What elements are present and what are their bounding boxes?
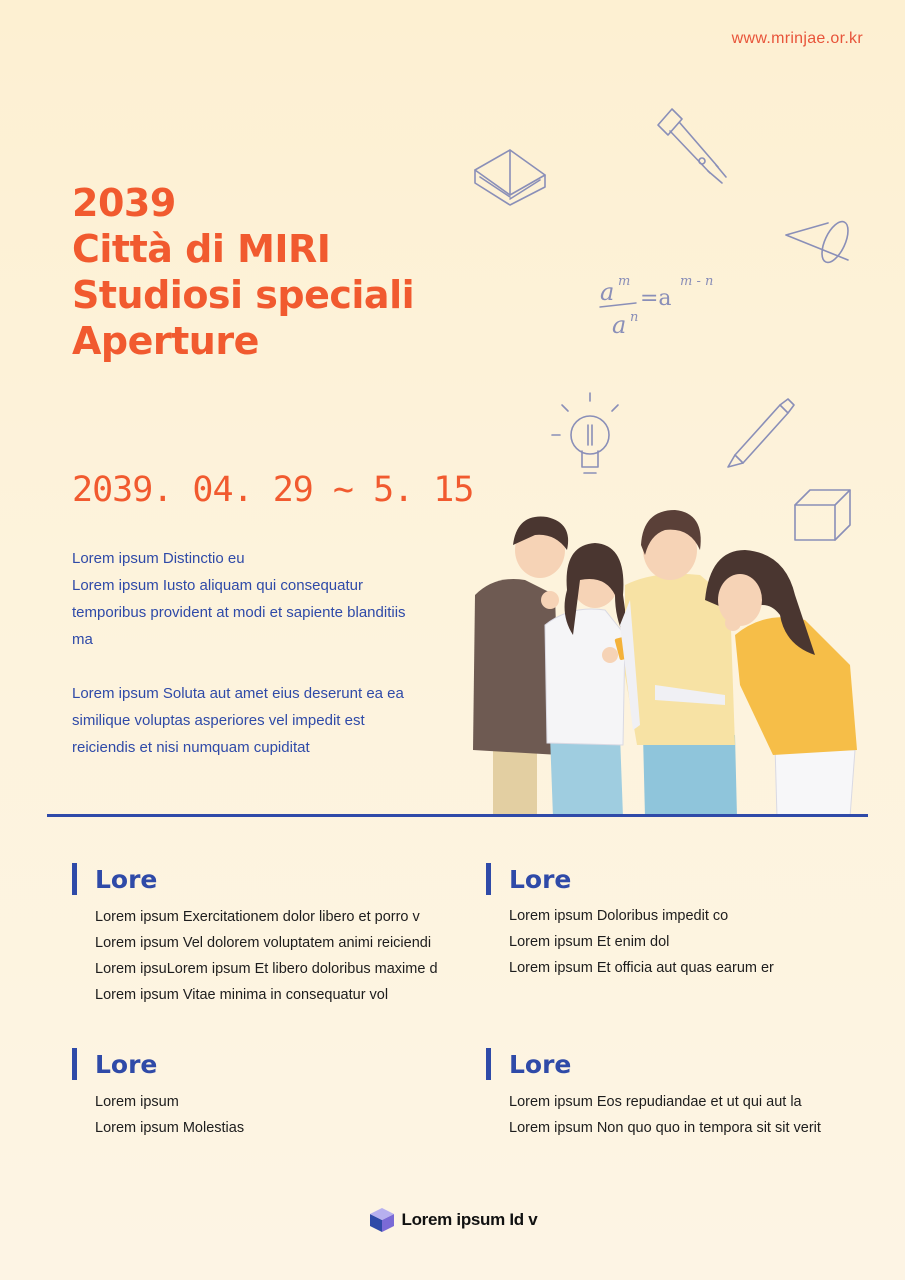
intro-line: ma	[72, 631, 93, 648]
book-icon	[475, 150, 545, 205]
info-section-3	[72, 1047, 244, 1141]
section-line: Lorem ipsuLorem ipsum Et libero doloribus maxime d	[95, 961, 438, 977]
intro-line: Lorem ipsum Soluta aut amet eius deserunt ea ea	[72, 685, 404, 702]
intro-paragraph-1	[72, 545, 452, 653]
info-section-1	[72, 862, 438, 1008]
intro-paragraph-2	[72, 680, 452, 761]
title-line-year: 2039	[72, 181, 176, 225]
formula-text: a	[600, 278, 615, 306]
title-line-action: Aperture	[72, 319, 259, 363]
student-figure	[545, 543, 634, 817]
section-line: Lorem ipsum Vel dolorem voluptatem animi reiciendi	[95, 935, 432, 951]
footer-text: Lorem ipsum Id v	[401, 1210, 538, 1229]
section-line: Lorem ipsum Et enim dol	[509, 934, 670, 950]
title-line-city: Città di MIRI	[72, 227, 331, 271]
cube-logo-icon	[368, 1208, 396, 1232]
students-illustration	[455, 505, 865, 817]
section-line: Lorem ipsum Molestias	[95, 1120, 245, 1136]
section-marker	[486, 863, 491, 895]
svg-text:n: n	[630, 310, 639, 325]
intro-line: Lorem ipsum Distinctio eu	[72, 550, 245, 567]
math-formula	[600, 274, 713, 339]
section-header	[72, 862, 438, 896]
footer-brand	[0, 1208, 905, 1232]
website-url[interactable]: www.mrinjae.or.kr	[731, 30, 863, 47]
student-figure	[620, 510, 737, 817]
section-header	[486, 862, 774, 896]
section-line: Lorem ipsum	[95, 1094, 179, 1110]
telescope-icon	[658, 109, 726, 183]
doodle-illustrations	[460, 95, 880, 555]
intro-text	[72, 545, 452, 788]
section-lines	[95, 1089, 244, 1141]
section-line: Lorem ipsum Exercitationem dolor libero et porro v	[95, 909, 420, 925]
section-header	[486, 1047, 821, 1081]
svg-text:=a: =a	[640, 286, 672, 311]
section-header	[72, 1047, 244, 1081]
section-marker	[486, 1048, 491, 1080]
section-line: Lorem ipsum Doloribus impedit co	[509, 908, 729, 924]
section-heading: Lore	[95, 864, 158, 894]
intro-line: temporibus provident at modi et sapiente blanditiis	[72, 604, 406, 621]
intro-line: Lorem ipsum Iusto aliquam qui consequatur	[72, 577, 363, 594]
info-section-2	[486, 862, 774, 981]
svg-text:m: m	[618, 274, 631, 289]
section-heading: Lore	[95, 1049, 158, 1079]
event-date-range: 2039. 04. 29 ~ 5. 15	[72, 470, 474, 510]
section-heading: Lore	[509, 1049, 572, 1079]
section-line: Lorem ipsum Vitae minima in consequatur vol	[95, 987, 389, 1003]
svg-text:a: a	[612, 311, 627, 339]
cone-icon	[786, 218, 853, 266]
svg-text:m - n: m - n	[680, 274, 714, 289]
section-heading: Lore	[509, 864, 572, 894]
lightbulb-icon	[552, 393, 618, 473]
section-lines	[509, 903, 774, 981]
section-marker	[72, 1048, 77, 1080]
section-line: Lorem ipsum Et officia aut quas earum er	[509, 960, 774, 976]
section-marker	[72, 863, 77, 895]
intro-line: similique voluptas asperiores vel impedit est	[72, 712, 365, 729]
info-section-4	[486, 1047, 821, 1141]
title-line-subject: Studiosi speciali	[72, 273, 415, 317]
section-divider	[47, 814, 868, 817]
pencil-icon	[728, 399, 794, 467]
section-lines	[95, 904, 438, 1008]
section-line: Lorem ipsum Eos repudiandae et ut qui aut la	[509, 1094, 802, 1110]
intro-line: reiciendis et nisi numquam cupiditat	[72, 739, 310, 756]
section-line: Lorem ipsum Non quo quo in tempora sit sit verit	[509, 1120, 821, 1136]
section-lines	[509, 1089, 821, 1141]
